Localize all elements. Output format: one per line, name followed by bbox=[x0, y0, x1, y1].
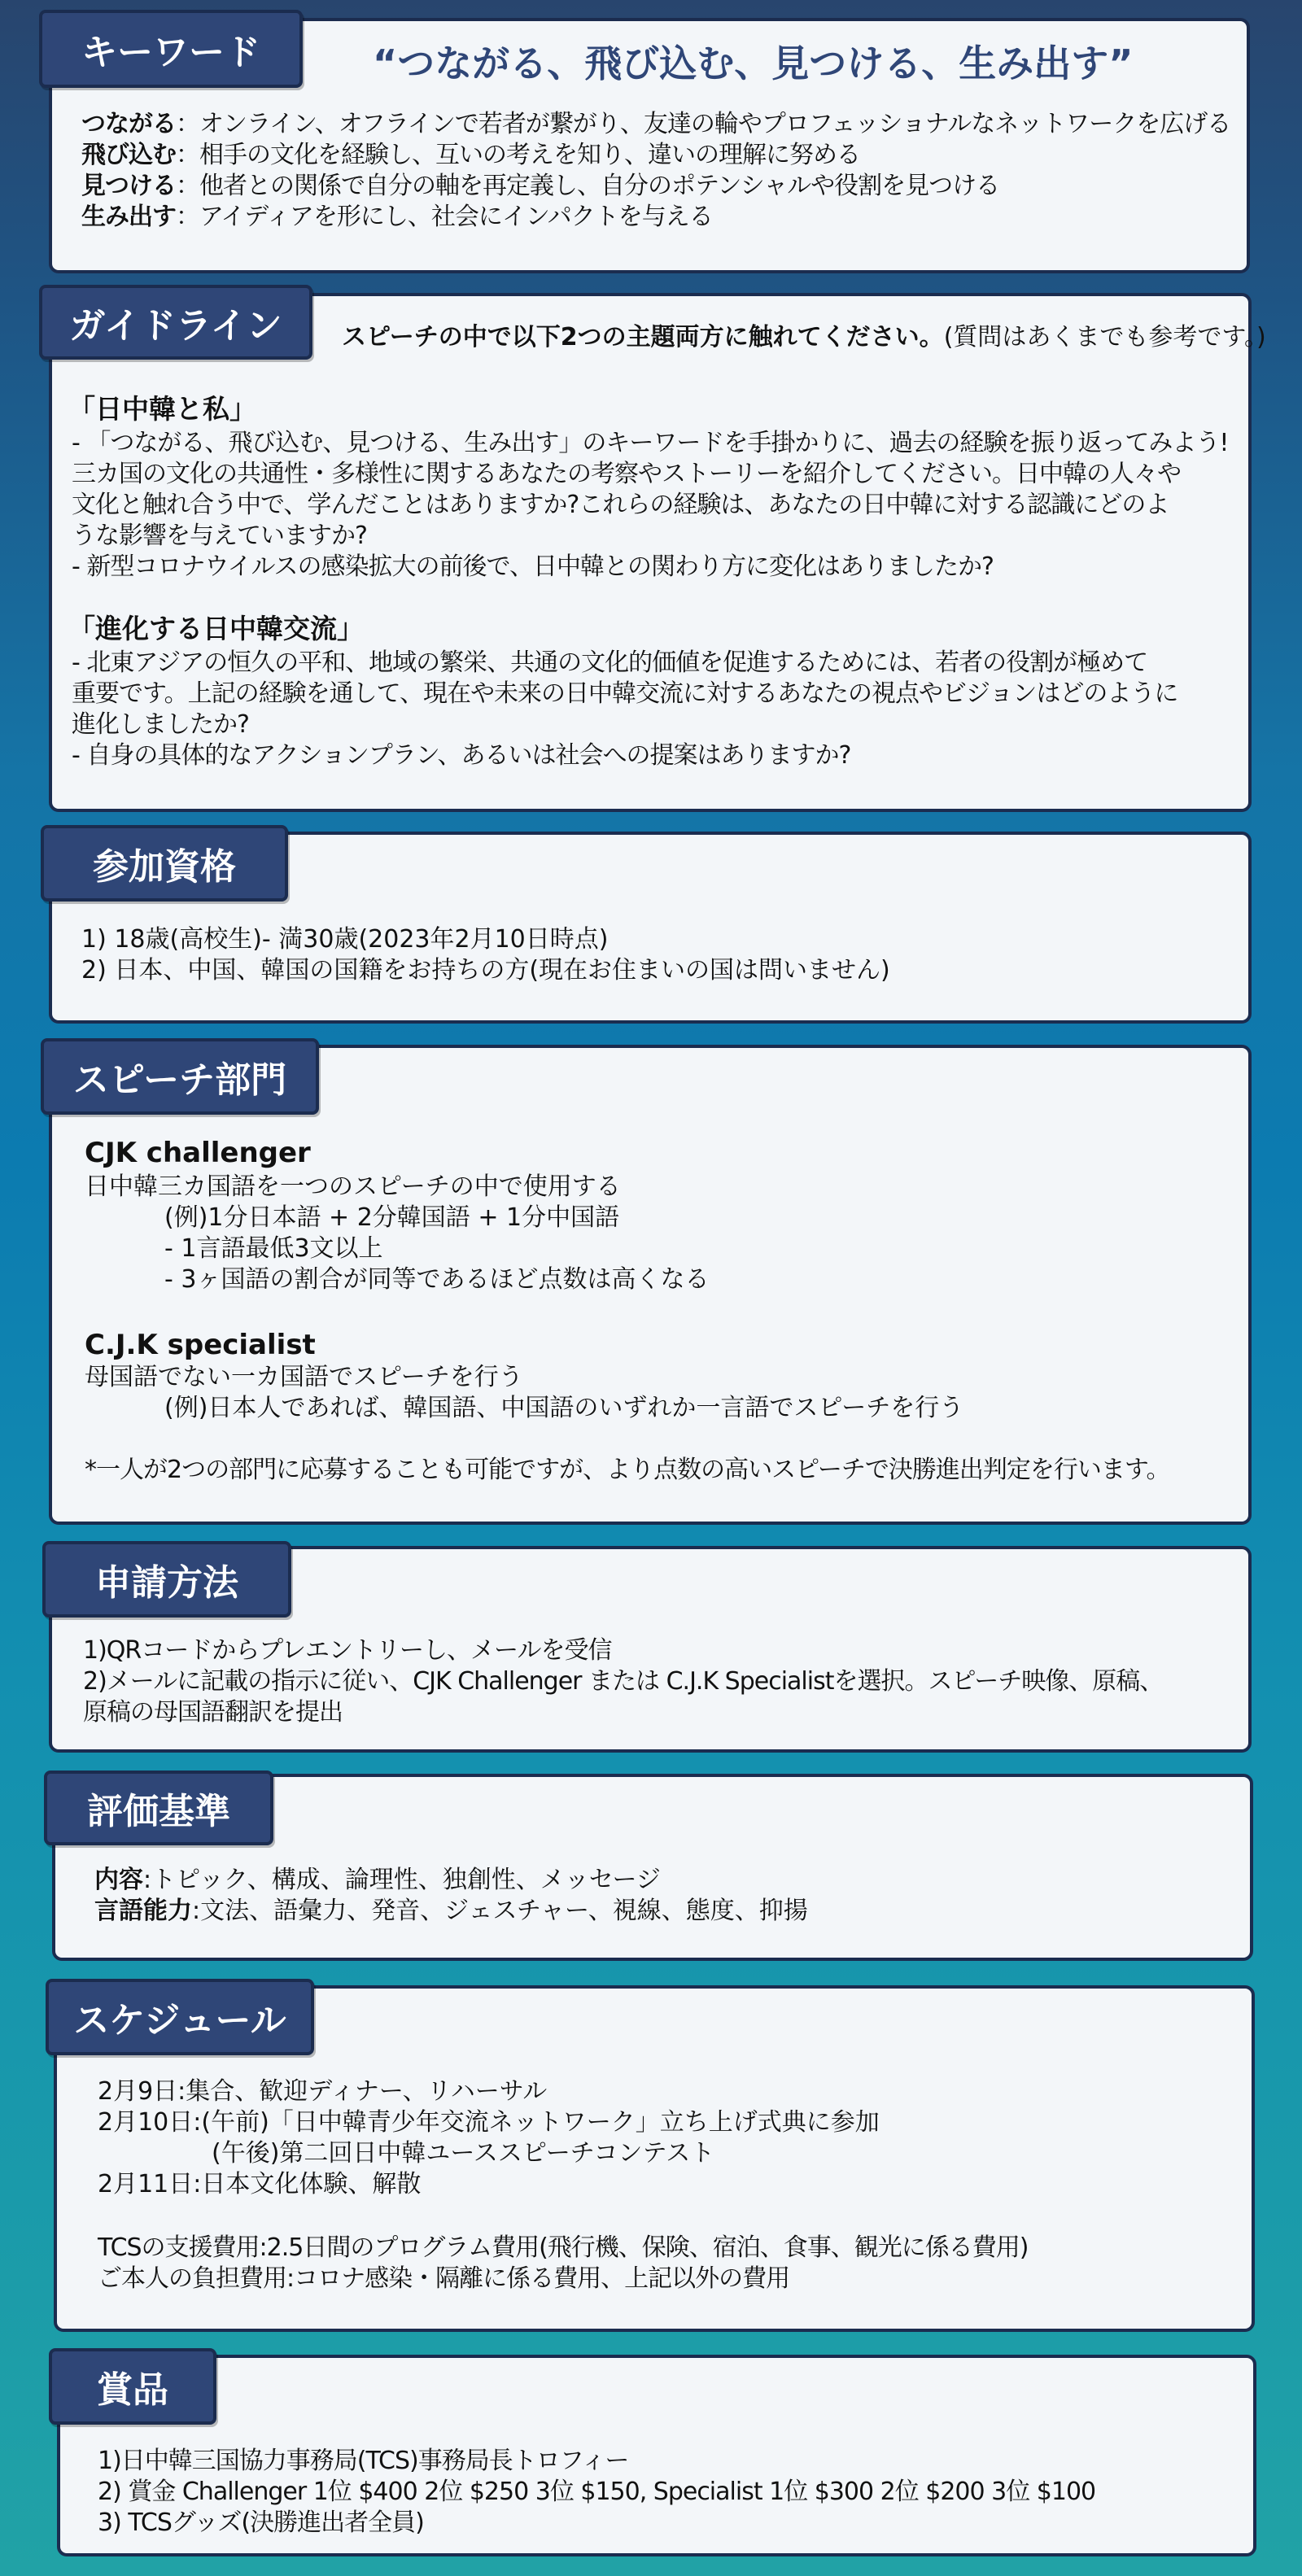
keyword-item-tsunagaru: つながる：オンライン、オフラインで若者が繋がり、友達の輪やプロフェッショナルなネットワークを広げる bbox=[81, 110, 1231, 138]
cjk-specialist-title: C.J.K specialist bbox=[85, 1329, 316, 1361]
application-tab: 申請方法 bbox=[42, 1541, 291, 1618]
keyword-slogan: “つながる、飛び込む、見つける、生み出す” bbox=[373, 41, 1134, 85]
criteria-item-content: 内容:トピック、構成、論理性、独創性、メッセージ bbox=[94, 1866, 661, 1894]
cost-line: ご本人の負担費用:コロナ感染・隔離に係る費用、上記以外の費用 bbox=[98, 2264, 790, 2293]
prizes-tab: 賞品 bbox=[49, 2348, 216, 2425]
cjk-line: - 3ヶ国語の割合が同等であるほど点数は高くなる bbox=[164, 1265, 710, 1294]
application-line: 原稿の母国語翻訳を提出 bbox=[83, 1698, 343, 1727]
guideline-tab: ガイドライン bbox=[39, 285, 312, 360]
schedule-line: (午後)第二回日中韓ユーススピーチコンテスト bbox=[212, 2139, 715, 2168]
keyword-item-umidasu: 生み出す：アイディアを形にし、社会にインパクトを与える bbox=[81, 203, 713, 231]
criteria-tab: 評価基準 bbox=[44, 1770, 273, 1845]
schedule-line: 2月9日:集合、歓迎ディナー、リハーサル bbox=[98, 2077, 548, 2106]
cjk-line: (例)1分日本語 + 2分韓国語 + 1分中国語 bbox=[164, 1203, 620, 1232]
schedule-line: 2月11日:日本文化体験、解散 bbox=[98, 2170, 422, 2198]
prize-line: 3) TCSグッズ(決勝進出者全員) bbox=[98, 2508, 424, 2537]
categories-note: *一人が2つの部門に応募することも可能ですが、より点数の高いスピーチで決勝進出判定を行います。 bbox=[85, 1456, 1170, 1484]
topic2-line: 重要です。上記の経験を通して、現在や未来の日中韓交流に対するあなたの視点やビジョンはどのように bbox=[72, 679, 1178, 708]
topic1-line: - 新型コロナウイルスの感染拡大の前後で、日中韓との関わり方に変化はありましたか? bbox=[72, 552, 994, 581]
topic2-line: - 自身の具体的なアクションプラン、あるいは社会への提案はありますか? bbox=[72, 741, 851, 770]
eligibility-tab: 参加資格 bbox=[41, 825, 288, 902]
cjk-line: - 1言語最低3文以上 bbox=[164, 1234, 383, 1263]
cjk-challenger-body bbox=[85, 1172, 709, 1295]
criteria-body bbox=[94, 1865, 808, 1927]
criteria-item-language: 言語能力:文法、語彙力、発音、ジェスチャー、視線、態度、抑揚 bbox=[94, 1897, 808, 1925]
schedule-tab: スケジュール bbox=[46, 1979, 314, 2055]
prizes-body bbox=[98, 2446, 1095, 2539]
topic2-line: 進化しましたか? bbox=[72, 710, 249, 739]
eligibility-line: 2) 日本、中国、韓国の国籍をお持ちの方(現在お住まいの国は問いません) bbox=[81, 956, 890, 985]
topic2-line: - 北東アジアの恒久の平和、地域の繁栄、共通の文化的価値を促進するためには、若者の役割が極めて bbox=[72, 648, 1148, 677]
keyword-list bbox=[81, 109, 1230, 233]
schedule-line: 2月10日:(午前)「日中韓青少年交流ネットワーク」立ち上げ式典に参加 bbox=[98, 2108, 880, 2137]
topic2-title: 「進化する日中韓交流」 bbox=[68, 613, 364, 644]
cost-line: TCSの支援費用:2.5日間のプログラム費用(飛行機、保険、宿泊、食事、観光に係る費用) bbox=[98, 2233, 1029, 2262]
topic1-body bbox=[72, 428, 1228, 583]
eligibility-body bbox=[81, 924, 890, 986]
schedule-body bbox=[98, 2076, 880, 2200]
specialist-line: (例)日本人であれば、韓国語、中国語のいずれか一言語でスピーチを行う bbox=[164, 1394, 964, 1422]
topic1-line: 三カ国の文化の共通性・多様性に関するあなたの考察やストーリーを紹介してください。日中韓の人々や bbox=[72, 460, 1181, 488]
topic1-title: 「日中韓と私」 bbox=[68, 393, 256, 425]
prize-line: 1)日中韓三国協力事務局(TCS)事務局長トロフィー bbox=[98, 2447, 629, 2475]
cjk-challenger-title: CJK challenger bbox=[85, 1137, 311, 1169]
cjk-specialist-body bbox=[85, 1362, 963, 1424]
keyword-item-mitsukeru: 見つける：他者との関係で自分の軸を再定義し、自分のポテンシャルや役割を見つける bbox=[81, 172, 1000, 200]
keyword-item-tobikomu: 飛び込む：相手の文化を経験し、互いの考えを知り、違いの理解に努める bbox=[81, 141, 860, 169]
application-line: 1)QRコードからプレエントリーし、メールを受信 bbox=[83, 1636, 612, 1665]
schedule-costs bbox=[98, 2233, 1028, 2294]
topic1-line: 文化と触れ合う中で、学んだことはありますか?これらの経験は、あなたの日中韓に対する認識にどのよ bbox=[72, 491, 1169, 519]
specialist-line: 母国語でない一カ国語でスピーチを行う bbox=[85, 1363, 523, 1391]
cjk-line: 日中韓三カ国語を一つのスピーチの中で使用する bbox=[85, 1172, 621, 1201]
topic1-line: うな影響を与えていますか? bbox=[72, 522, 367, 550]
prize-line: 2) 賞金 Challenger 1位 $400 2位 $250 3位 $150, Specialist 1位 $300 2位 $200 3位 $100 bbox=[98, 2478, 1096, 2506]
guideline-intro: スピーチの中で以下2つの主題両方に触れてください。(質問はあくまでも参考です。) bbox=[342, 323, 1266, 351]
application-body bbox=[83, 1635, 1163, 1728]
eligibility-line: 1) 18歳(高校生)- 満30歳(2023年2月10日時点) bbox=[81, 925, 609, 954]
topic2-body bbox=[72, 648, 1177, 771]
application-line: 2)メールに記載の指示に従い、CJK Challenger または C.J.K Specialistを選択。スピーチ映像、原稿、 bbox=[83, 1667, 1164, 1696]
categories-tab: スピーチ部門 bbox=[41, 1038, 319, 1115]
topic1-line: - 「つながる、飛び込む、見つける、生み出す」のキーワードを手掛かりに、過去の経験を振り返ってみよう! bbox=[72, 429, 1229, 457]
keyword-tab: キーワード bbox=[39, 10, 303, 88]
